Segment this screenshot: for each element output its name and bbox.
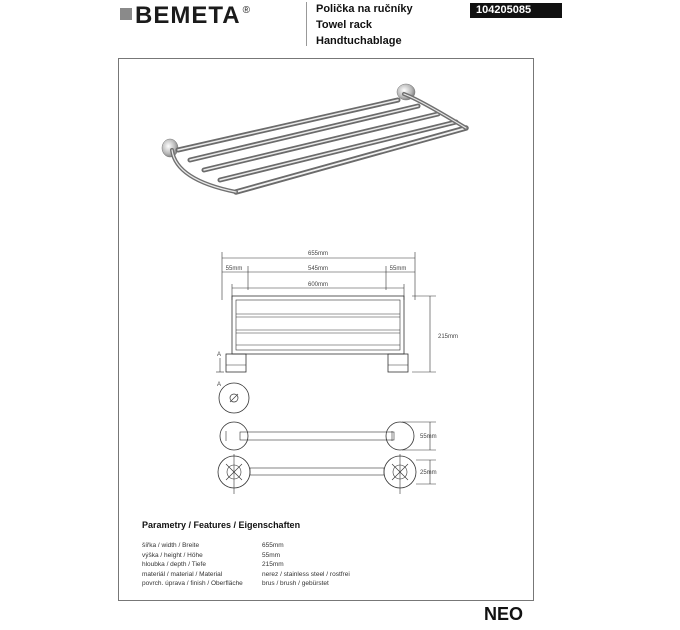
title-cz: Polička na ručníky — [316, 3, 413, 15]
param-label: výška / height / Höhe — [142, 551, 203, 559]
wall-mount-left — [162, 139, 178, 157]
section-label-a: A — [217, 352, 222, 358]
brand-name: BEMETA — [135, 2, 241, 29]
param-label: šířka / width / Breite — [142, 542, 200, 549]
param-label: hloubka / depth / Tiefe — [142, 561, 206, 568]
title-en: Towel rack — [316, 19, 373, 31]
front-view-labels — [217, 251, 458, 388]
dim-total-width: 655mm — [307, 251, 329, 257]
dim-depth: 215mm — [438, 334, 459, 340]
front-view-drawing — [216, 252, 436, 413]
top-view-drawing — [220, 422, 436, 450]
product-image — [162, 84, 466, 192]
param-label: materiál / material / Material — [142, 570, 223, 578]
model-name: NEO — [484, 604, 524, 624]
param-value: 55mm — [262, 551, 281, 559]
param-value: brus / brush / gebürstet — [262, 580, 329, 587]
title-de: Handtuchablage — [316, 35, 402, 47]
dim-height: 55mm — [420, 434, 437, 440]
param-label: povrch. úprava / finish / Oberfläche — [142, 580, 243, 587]
detail-label-a: A — [217, 382, 222, 388]
parameters-table — [142, 541, 350, 589]
table-row — [142, 541, 350, 551]
table-row — [142, 570, 350, 580]
registered-mark: ® — [242, 4, 250, 16]
table-row — [142, 579, 350, 589]
table-row — [142, 551, 350, 561]
side-view-drawing — [218, 454, 436, 494]
dim-shelf-width: 600mm — [307, 282, 329, 288]
dim-left-offset: 55mm — [225, 266, 243, 272]
product-code: 104205085 — [470, 3, 562, 18]
dim-right-offset: 55mm — [389, 266, 407, 272]
dim-center-span: 545mm — [307, 266, 329, 272]
param-value: 655mm — [262, 542, 284, 549]
param-value: nerez / stainless steel / rostfrei — [262, 570, 350, 578]
table-row — [142, 560, 350, 570]
param-value: 215mm — [262, 561, 284, 568]
parameters-title: Parametry / Features / Eigenschaften — [142, 520, 301, 530]
dim-base: 25mm — [420, 470, 437, 476]
